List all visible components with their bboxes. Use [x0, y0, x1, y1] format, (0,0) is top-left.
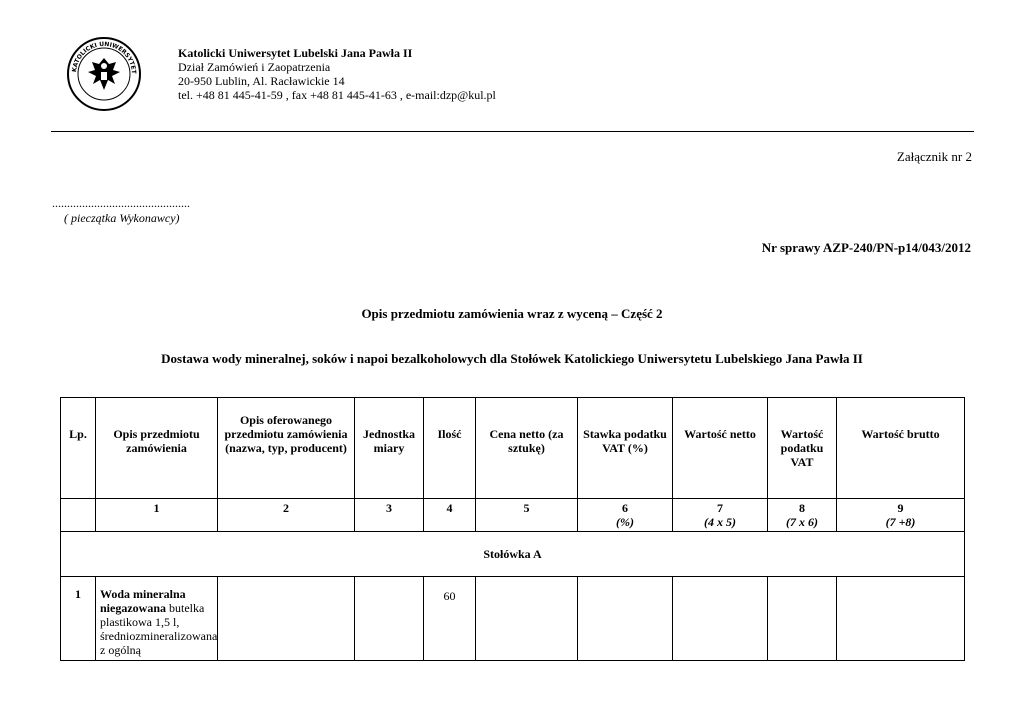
header-offer: Opis oferowanego przedmiotu zamówienia (nazwa, typ, producent) [218, 398, 355, 499]
case-number: Nr sprawy AZP-240/PN-p14/043/2012 [761, 240, 971, 255]
column-number: 6 (%) [578, 499, 673, 532]
row-offer-cell[interactable] [218, 577, 355, 661]
column-number: 3 [355, 499, 424, 532]
university-name: Katolicki Uniwersytet Lubelski Jana Pawła II [178, 46, 413, 60]
column-number [61, 499, 96, 532]
column-number: 4 [424, 499, 476, 532]
header-lp: Lp. [61, 398, 96, 499]
document-subtitle: Dostawa wody mineralnej, soków i napoi bezalkoholowych dla Stołówek Katolickiego Uniwersytetu Lubelskiego Jana Pawła II [161, 351, 863, 366]
row-description: Woda mineralna niegazowana butelka plastikowa 1,5 l, średniozmineralizowana z ogólną [96, 577, 218, 661]
table-row [61, 577, 965, 661]
table-header-row [61, 398, 965, 499]
address: 20-950 Lublin, Al. Racławickie 14 [178, 74, 345, 88]
row-price-cell[interactable] [476, 577, 578, 661]
row-quantity: 60 [424, 577, 476, 661]
column-number: 9 (7 +8) [837, 499, 965, 532]
row-vat-value-cell[interactable] [768, 577, 837, 661]
header-net-price: Cena netto (za sztukę) [476, 398, 578, 499]
section-label: Stołówka A [61, 532, 965, 577]
header-unit: Jednostka miary [355, 398, 424, 499]
row-net-value-cell[interactable] [673, 577, 768, 661]
column-number: 8 (7 x 6) [768, 499, 837, 532]
department-name: Dział Zamówień i Zaopatrzenia [178, 60, 331, 74]
header-description: Opis przedmiotu zamówienia [96, 398, 218, 499]
stamp-dots: .............................................. [52, 196, 190, 210]
seal-text: KATOLICKI UNIWERSYTET [71, 40, 138, 75]
row-gross-value-cell[interactable] [837, 577, 965, 661]
university-seal-icon [66, 36, 142, 112]
section-row [61, 532, 965, 577]
document-title: Opis przedmiotu zamówienia wraz z wyceną – Część 2 [361, 306, 663, 321]
header-quantity: Ilość [424, 398, 476, 499]
stamp-caption: ( pieczątka Wykonawcy) [64, 211, 180, 225]
row-lp: 1 [61, 577, 96, 661]
row-unit-cell[interactable] [355, 577, 424, 661]
column-number-row [61, 499, 965, 532]
attachment-label: Załącznik nr 2 [896, 149, 972, 164]
column-number: 7 (4 x 5) [673, 499, 768, 532]
pricing-table [60, 397, 965, 661]
header-vat-rate: Stawka podatku VAT (%) [578, 398, 673, 499]
column-number: 1 [96, 499, 218, 532]
contact-line: tel. +48 81 445-41-59 , fax +48 81 445-41-63 , e-mail:dzp@kul.pl [178, 88, 496, 102]
row-vat-rate-cell[interactable] [578, 577, 673, 661]
header-divider [51, 131, 974, 132]
header-vat-value: Wartość podatku VAT [768, 398, 837, 499]
column-number: 2 [218, 499, 355, 532]
column-number: 5 [476, 499, 578, 532]
header-net-value: Wartość netto [673, 398, 768, 499]
header-gross-value: Wartość brutto [837, 398, 965, 499]
